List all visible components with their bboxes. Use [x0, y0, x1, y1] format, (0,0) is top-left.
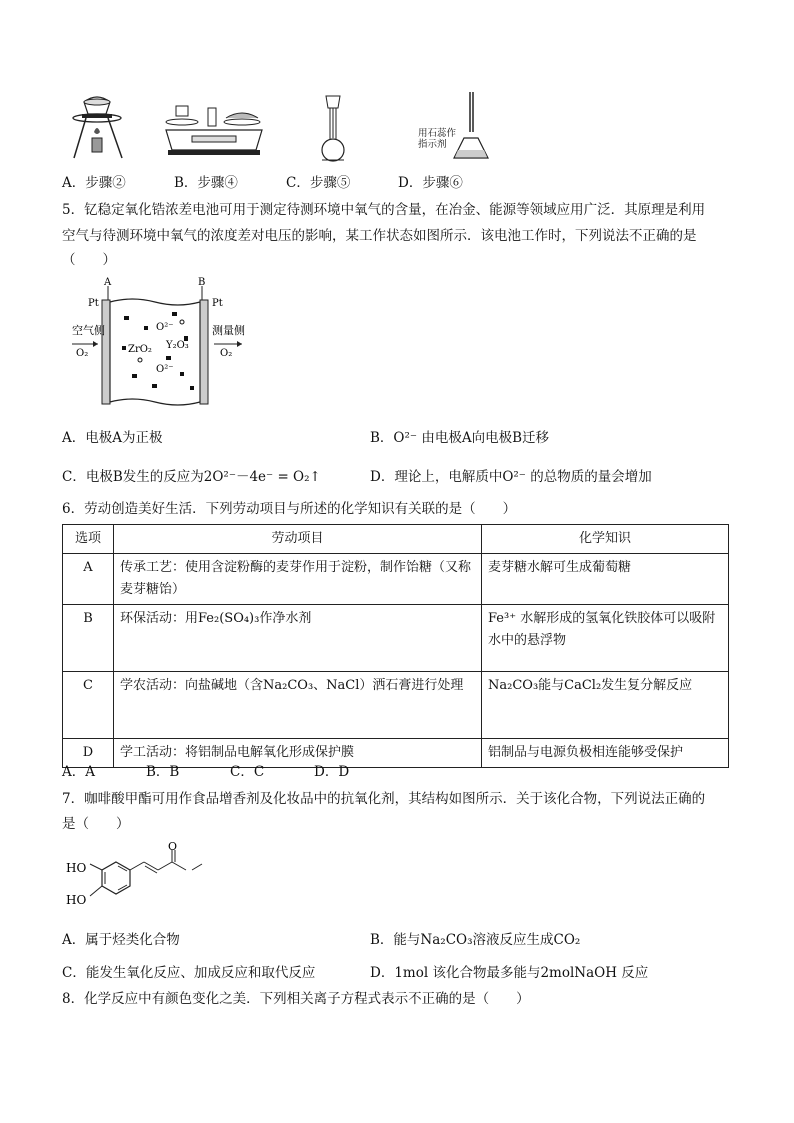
q6-table — [62, 524, 729, 768]
q4-indicator-label — [418, 128, 456, 150]
indicator-label-line-1: 用石蕊作 — [418, 128, 457, 139]
indicator-label-line-2: 指示剂 — [418, 139, 447, 150]
row-knowledge: 铝制品与电源负极相连能够受保护 — [482, 739, 729, 768]
q6-option-d[interactable]: D．D — [314, 764, 350, 780]
q5-stem-line-3: （ ） — [62, 252, 116, 268]
o2-ion-top: O²⁻ — [156, 322, 174, 333]
o2-right: O₂ — [220, 348, 233, 359]
q7-structure — [66, 842, 206, 912]
table-header-row — [63, 525, 729, 554]
q5-option-d[interactable]: D．理论上，电解质中O²⁻ 的总物质的量会增加 — [370, 469, 652, 485]
q5-option-b[interactable]: B．O²⁻ 由电极A向电极B迁移 — [370, 430, 549, 446]
row-option: D — [63, 739, 114, 768]
q4-apparatus-balance — [162, 100, 266, 160]
row-option: A — [63, 554, 114, 605]
q4-option-d[interactable]: D．步骤⑥ — [398, 175, 463, 191]
pt-left: Pt — [88, 298, 99, 309]
q4-apparatus-volumetric-flask — [312, 94, 352, 164]
q7-option-c[interactable]: C．能发生氧化反应、加成反应和取代反应 — [62, 965, 316, 981]
q5-stem-line-2: 空气与待测环境中氧气的浓度差对电压的影响，某工作状态如图所示．该电池工作时，下列说法不正确的是 — [62, 228, 697, 244]
label-b: B — [198, 277, 206, 288]
row-knowledge: Na₂CO₃能与CaCl₂发生复分解反应 — [482, 672, 729, 739]
q4-option-a[interactable]: A．步骤② — [62, 175, 126, 191]
ho-top: HO — [66, 861, 87, 875]
header-knowledge: 化学知识 — [482, 525, 729, 554]
table-row — [63, 672, 729, 739]
o2-ion-bottom: O²⁻ — [156, 364, 174, 375]
measure-side: 测量侧 — [212, 324, 245, 337]
row-knowledge: Fe³⁺ 水解形成的氢氧化铁胶体可以吸附水中的悬浮物 — [482, 605, 729, 672]
q6-option-c[interactable]: C．C — [230, 764, 265, 780]
q7-stem-line-2: 是（ ） — [62, 816, 130, 832]
zro2: ZrO₂ — [128, 344, 152, 355]
row-labor: 传承工艺：使用含淀粉酶的麦芽作用于淀粉，制作饴糖（又称麦芽糖饴） — [114, 554, 482, 605]
q7-option-d[interactable]: D．1mol 该化合物最多能与2molNaOH 反应 — [370, 965, 649, 981]
q5-stem-line-1: 5．钇稳定氧化锆浓差电池可用于测定待测环境中氧气的含量，在冶金、能源等领域应用广泛．其原理是利用 — [62, 202, 706, 218]
q7-option-b[interactable]: B．能与Na₂CO₃溶液反应生成CO₂ — [370, 932, 581, 948]
o-carbonyl: O — [168, 842, 178, 853]
q6-option-a[interactable]: A．A — [62, 764, 95, 780]
row-option: C — [63, 672, 114, 739]
q4-option-b[interactable]: B．步骤④ — [174, 175, 238, 191]
q5-cell-diagram — [72, 276, 252, 411]
pt-right: Pt — [212, 298, 223, 309]
o2-left: O₂ — [76, 348, 89, 359]
q8-stem: 8．化学反应中有颜色变化之美．下列相关离子方程式表示不正确的是（ ） — [62, 991, 530, 1007]
ho-bottom: HO — [66, 893, 87, 907]
header-option: 选项 — [63, 525, 114, 554]
q5-option-c[interactable]: C．电极B发生的反应为2O²⁻－4e⁻ = O₂↑ — [62, 469, 321, 485]
q6-option-b[interactable]: B．B — [146, 764, 180, 780]
row-labor: 环保活动：用Fe₂(SO₄)₃作净水剂 — [114, 605, 482, 672]
header-labor: 劳动项目 — [114, 525, 482, 554]
row-option: B — [63, 605, 114, 672]
q5-option-a[interactable]: A．电极A为正极 — [62, 430, 163, 446]
table-row — [63, 605, 729, 672]
row-labor: 学工活动：将铝制品电解氧化形成保护膜 — [114, 739, 482, 768]
y2o3: Y₂O₃ — [166, 340, 189, 351]
q4-option-c[interactable]: C．步骤⑤ — [286, 175, 351, 191]
q7-stem-line-1: 7．咖啡酸甲酯可用作食品增香剂及化妆品中的抗氧化剂，其结构如图所示．关于该化合物，下列说法正确的 — [62, 791, 706, 807]
row-knowledge: 麦芽糖水解可生成葡萄糖 — [482, 554, 729, 605]
label-a: A — [104, 277, 112, 288]
row-labor: 学农活动：向盐碱地（含Na₂CO₃、NaCl）洒石膏进行处理 — [114, 672, 482, 739]
q4-apparatus-evaporation — [66, 92, 128, 164]
table-row — [63, 554, 729, 605]
q6-stem: 6．劳动创造美好生活．下列劳动项目与所述的化学知识有关联的是（ ） — [62, 501, 517, 517]
air-side: 空气侧 — [72, 324, 105, 337]
q7-option-a[interactable]: A．属于烃类化合物 — [62, 932, 180, 948]
